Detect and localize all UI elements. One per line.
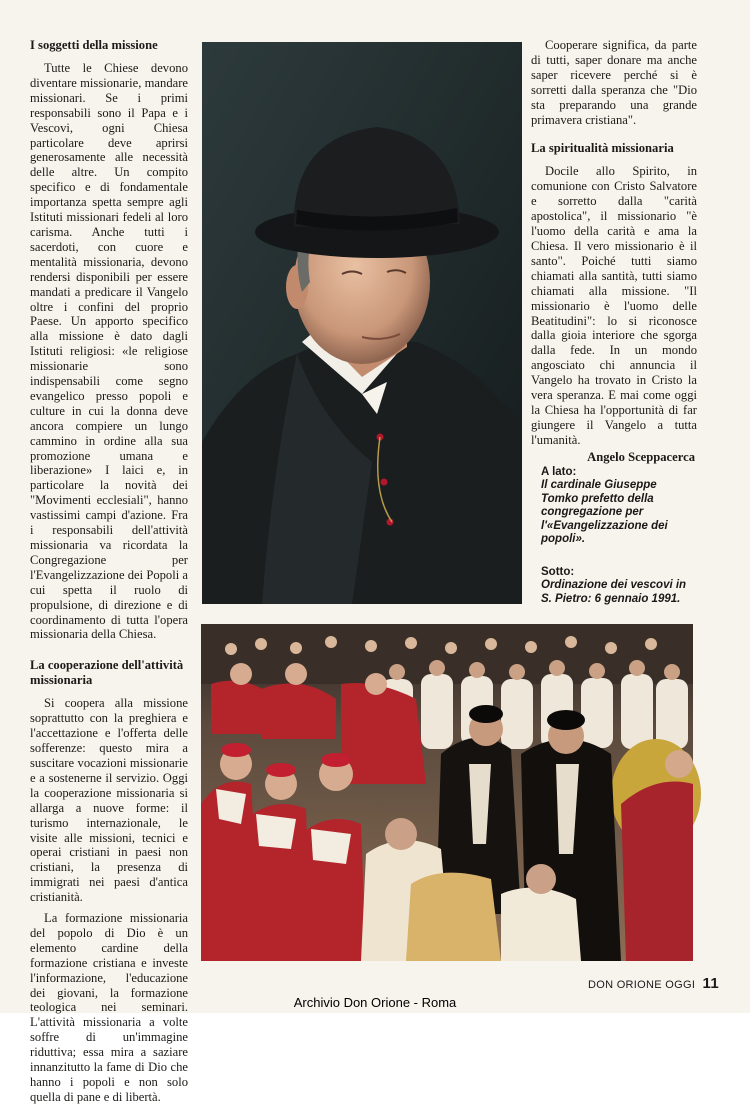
cardinal-portrait-photo bbox=[202, 42, 522, 604]
archive-credit: Archivio Don Orione - Roma bbox=[293, 995, 457, 1010]
caption-below-text: Ordinazione dei vescovi in S. Pietro: 6 gennaio 1991. bbox=[541, 579, 687, 605]
magazine-name: DON ORIONE OGGI bbox=[588, 979, 696, 991]
section-heading-spiritualita: La spiritualità missionaria bbox=[531, 141, 674, 156]
page-number: 11 bbox=[702, 975, 720, 992]
paragraph-cooperazione-1: Si coopera alla missione soprattutto con la preghiera e l'accettazione e l'offerta delle sofferenze: questo mira a suscitare vocazioni missionarie e a sostenerne il servizio. Oggi la cooperazione missionaria si allarga a nuove forme: il turismo internazionale, le visite alle missioni, tecnici e operai cristiani in paesi non cristiani, la presenza di immigrati nei paesi d'antica cristianità. bbox=[30, 696, 188, 905]
page-footer bbox=[588, 975, 719, 992]
paragraph-cooperazione-3: Cooperare significa, da parte di tutti, saper donare ma anche saper ricevere perché si è sorretti dalla speranza che "Dio sta preparando una grande primavera cristiana". bbox=[531, 38, 697, 127]
caption-side bbox=[541, 466, 696, 546]
caption-below bbox=[541, 566, 696, 606]
paragraph-cooperazione-2: La formazione missionaria del popolo di Dio è un elemento cardine della formazione cristiana e investe l'informazione, l'educazione dei giovani, la formazione teologica nei seminari. L'attività missionaria a volte soffre di un'immagine riduttiva; essa mira a saziare innanzitutto la fame di Dio che hanno i popoli e non solo quella di pane e di libertà. bbox=[30, 911, 188, 1104]
left-text-column bbox=[30, 38, 188, 1105]
ordination-ceremony-photo bbox=[201, 624, 693, 961]
paragraph-soggetti: Tutte le Chiese devono diventare missionarie, mandare missionari. Se i primi responsabili sono il Papa e i Vescovi, ogni Chiesa particolare deve aprirsi generosamente alle necessità delle altre. Un compito specifico e di fondamentale importanza spetta sempre agli Istituti missionari fedeli al loro carisma. Anche tutti i sacerdoti, con cuore e mentalità missionaria, devono rendersi disponibili per essere mandati a predicare il Vangelo oltre i confini del proprio Paese. Un apporto specifico alla missione è dato dagli Istituti religiosi: «le religiose missionarie sono indispensabili come segno evangelico presso popoli e culture in cui la donna deve ancora compiere un lungo cammino in ordine alla sua promozione umana e liberazione» I laici e, in particolare la novità dei "Movimenti ecclesiali", hanno vastissimi campi d'azione. Fra i responsabili dell'attività missionaria va ricordata la Congregazione per l'Evangelizzazione dei Popoli a cui spetta il ruolo di propulsione, di direzione e di coordinamento di tutta l'opera missionaria della Chiesa. bbox=[30, 61, 188, 642]
author-signature: Angelo Sceppacerca bbox=[587, 449, 695, 464]
section-heading-soggetti: I soggetti della missione bbox=[30, 38, 158, 52]
section-heading-cooperazione: La cooperazione dell'attività missionaria bbox=[30, 658, 184, 688]
caption-side-label: A lato: bbox=[541, 466, 577, 478]
paragraph-spiritualita: Docile allo Spirito, in comunione con Cristo Salvatore e sorretto dalla "carità apostolica", il missionario "è l'uomo della carità e ama la Chiesa. Il vero missionario è il santo". Poiché tutti siamo chiamati alla santità, tutti siamo chiamati alla missione. "Il missionario è l'uomo delle Beatitudini": lo si riconosce dalla gioia interiore che sgorga dalla fede. In un mondo angosciato chi annuncia il Vangelo ha trovato in Cristo la vera speranza. E mai come oggi la Chiesa ha l'opportunità di far giungere il Vangelo a tutta l'umanità. bbox=[531, 164, 697, 447]
caption-side-text: Il cardinale Giuseppe Tomko prefetto della congregazione per l'«Evangelizzazione dei popoli». bbox=[541, 479, 668, 546]
caption-below-label: Sotto: bbox=[541, 566, 575, 578]
right-text-column bbox=[531, 38, 697, 465]
